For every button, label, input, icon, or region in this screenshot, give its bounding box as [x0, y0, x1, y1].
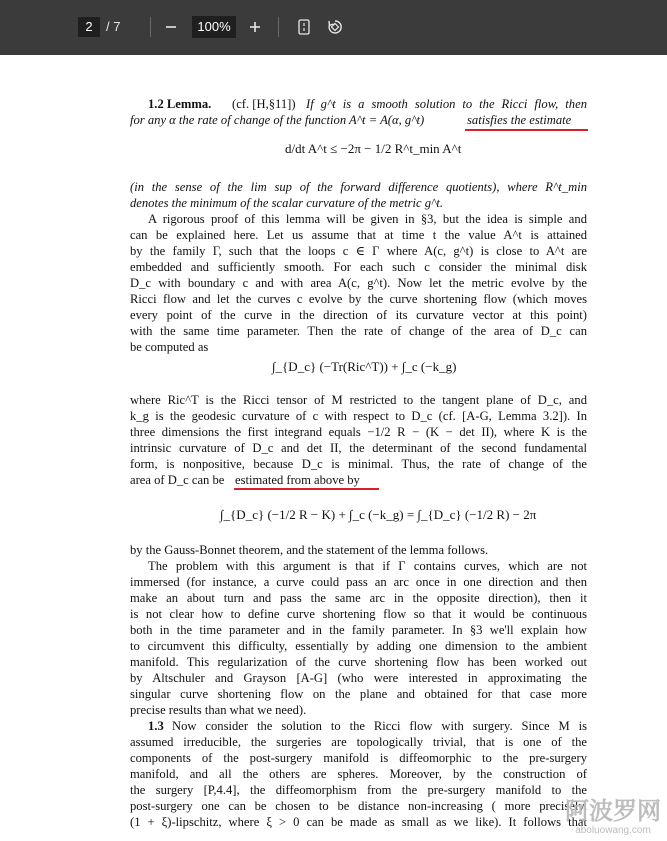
- underlined-phrase-2: estimated from above by: [235, 473, 360, 487]
- paragraph-2-last-text: area of D_c can be: [130, 473, 225, 487]
- watermark: [565, 799, 661, 837]
- paragraph-4-line: is not clear how to define curve shortening flow so that it would be continuous: [130, 607, 587, 621]
- plus-icon: [249, 21, 261, 33]
- rotate-icon: [326, 18, 344, 36]
- paragraph-5-line: manifold, and all the others are spheres. Moreover, by the construction of: [130, 767, 587, 781]
- lemma-text-1: If g^t is a smooth solution to the Ricci flow, then: [306, 97, 587, 111]
- paragraph-5-line: post-surgery one can be chosen to be distance non-increasing ( more precisely,: [130, 799, 587, 813]
- watermark-sub: aboluowang.com: [575, 825, 651, 836]
- lemma-citation: (cf. [H,§11]): [232, 97, 296, 111]
- toolbar-divider: [278, 17, 279, 37]
- paragraph-1-line: can be explained here. Let us assume that at time t the value A^t is attained: [130, 228, 587, 242]
- paragraph-3-line: by the Gauss-Bonnet theorem, and the statement of the lemma follows.: [130, 543, 489, 557]
- paragraph-2-line: where Ric^T is the Ricci tensor of M restricted to the tangent plane of D_c, and: [130, 393, 587, 407]
- equation-2-text: ∫_{D_c} (−Tr(Ric^T)) + ∫_c (−k_g): [272, 359, 457, 374]
- paragraph-5-line: components of the post-surgery manifold is diffeomorphic to the pre-surgery: [130, 751, 587, 765]
- zoom-level-input[interactable]: 100%: [192, 16, 236, 38]
- paragraph-2-line: [130, 472, 587, 488]
- fit-page-icon: [298, 19, 310, 35]
- page-number-input[interactable]: 2: [78, 17, 100, 37]
- red-underline: [234, 488, 379, 490]
- pdf-page: [0, 55, 667, 841]
- paragraph-4-line: immersed (for instance, a curve could pass an arc once in one direction and then: [130, 575, 587, 589]
- rotate-button[interactable]: [325, 14, 345, 40]
- watermark-main: 阿波罗网: [565, 798, 661, 825]
- equation-3-text: ∫_{D_c} (−1/2 R − K) + ∫_c (−k_g) = ∫_{D_c} (−1/2 R) − 2π: [220, 507, 537, 522]
- paragraph-4-line: by Altschuler and Grayson [A-G] (who were interested in approximating the: [130, 671, 587, 685]
- equation-1: [285, 141, 461, 157]
- fit-page-button[interactable]: [296, 14, 312, 40]
- paragraph-1-line: A rigorous proof of this lemma will be given in §3, but the idea is simple and: [148, 212, 587, 226]
- paragraph-1-line: embedded and sufficiently smooth. For each such c consider the minimal disk: [130, 260, 587, 274]
- page-total: / 7: [106, 19, 121, 34]
- paragraph-5-line: the surgery [P,4.4], the diffeomorphism from the pre-surgery manifold to the: [130, 783, 587, 797]
- paragraph-1-line: D_c with boundary c and with area A(c, g^t). Now let the metric evolve by the: [130, 276, 587, 290]
- paragraph-4-line: singular curve shortening flow on the plane and obtained for that case more: [130, 687, 587, 701]
- paragraph-1-line: by the family Γ, such that the loops c ∈ Γ where A(c, g^t) is close to A^t are: [130, 244, 587, 258]
- paragraph-2-line: k_g is the geodesic curvature of c with respect to D_c (cf. [A-G, Lemma 3.2]). In: [130, 409, 587, 423]
- paragraph-1-line: be computed as: [130, 340, 209, 354]
- equation-2: [272, 359, 456, 375]
- paragraph-4-line: precise results than what we need).: [130, 703, 307, 717]
- paragraph-4-line: The problem with this argument is that if Γ contains curves, which are not: [148, 559, 587, 573]
- equation-1-text: d/dt A^t ≤ −2π − 1/2 R^t_min A^t: [285, 141, 462, 156]
- paragraph-5-line: (1 + ξ)-lipschitz, where ξ > 0 can be made as small as we like). It follows that: [130, 815, 587, 829]
- toolbar-divider: [150, 17, 151, 37]
- paragraph-5-first-text: Now consider the solution to the Ricci flow with surgery. Since M is: [172, 719, 587, 733]
- paragraph-1-line: with the same time parameter. Then the rate of change of the area of D_c can: [130, 324, 587, 338]
- paragraph-4-line: both in the time parameter and in the family parameter. In §3 we'll explain how: [130, 623, 587, 637]
- paragraph-2-line: form, is nonpositive, because D_c is minimal. Thus, the rate of change of the: [130, 457, 587, 471]
- paragraph-4-line: to circumvent this difficulty, essentially by adding one dimension to the ambient: [130, 639, 587, 653]
- zoom-in-button[interactable]: [247, 14, 263, 40]
- paragraph-4-line: make an about turn and pass the same arc in the opposite direction), then it: [130, 591, 587, 605]
- paragraph-4-line: manifold. This regularization of the curve shortening flow has been worked out: [130, 655, 587, 669]
- paragraph-2-line: three dimensions the first integrand equals −1/2 R − (K − det II), where K is the: [130, 425, 587, 439]
- red-underline: [465, 129, 588, 131]
- lemma-text-2: for any α the rate of change of the function A^t = A(α, g^t): [130, 113, 425, 127]
- paragraph-1-line: every point of the curve in the direction of its curvature vector at this point): [130, 308, 587, 322]
- equation-3: [220, 507, 536, 523]
- sense-line-2: denotes the minimum of the scalar curvature of the metric g^t.: [130, 196, 443, 210]
- minus-icon: [165, 21, 177, 33]
- zoom-out-button[interactable]: [163, 14, 179, 40]
- paragraph-2-line: intrinsic curvature of D_c and det II, the determinant of the second fundamental: [130, 441, 587, 455]
- sense-line-1: (in the sense of the lim sup of the forward difference quotients), where R^t_min: [130, 180, 587, 194]
- pdf-toolbar: [0, 0, 667, 55]
- section-number: 1.3: [148, 719, 164, 733]
- lemma-heading: 1.2 Lemma.: [148, 97, 212, 111]
- underlined-phrase-1: satisfies the estimate: [467, 113, 572, 127]
- paragraph-5-line: assumed irreducible, the surgeries are topologically trivial, that is one of the: [130, 735, 587, 749]
- paragraph-1-line: Ricci flow and let the curves c evolve by the curve shortening flow (which moves: [130, 292, 587, 306]
